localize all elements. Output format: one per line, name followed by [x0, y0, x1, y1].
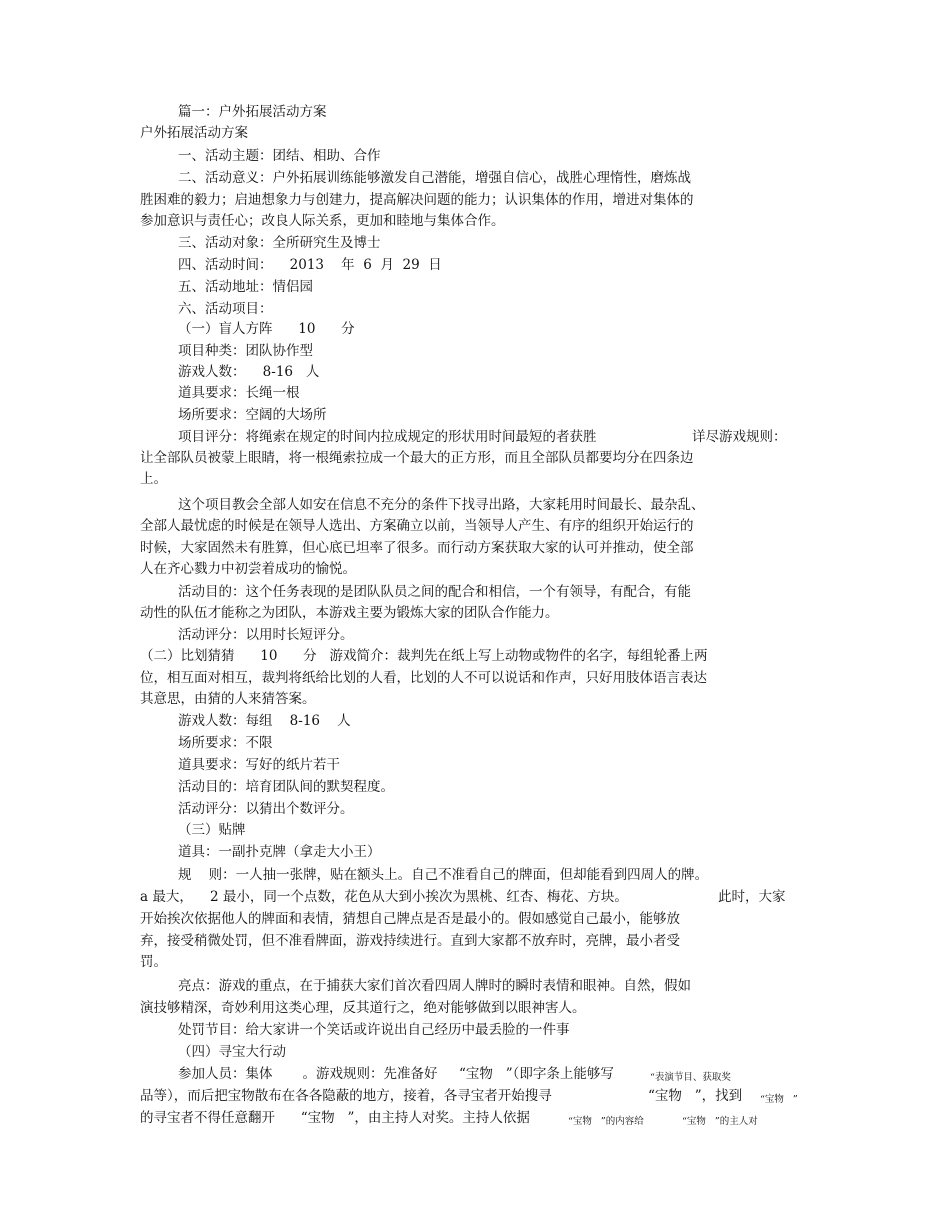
doc-line: 活动评分：以猜出个数评分。	[178, 801, 354, 817]
doc-line: 位，相互面对相互，裁判将纸给比划的人看，比划的人不可以说话和作声，只好用肢体语言表达	[140, 670, 707, 686]
doc-line: 场所要求：不限	[178, 735, 273, 751]
doc-line: 二、活动意义：户外拓展训练能够激发自己潜能，增强自信心，战胜心理惰性，磨炼战	[178, 170, 691, 186]
doc-small-note: “宝物 ”的内容给	[568, 1116, 644, 1127]
doc-title: 户外拓展活动方案	[140, 125, 248, 141]
doc-line: 六、活动项目：	[178, 301, 273, 317]
doc-line: 人在齐心戮力中初尝着成功的愉悦。	[140, 561, 356, 577]
doc-line: 详尽游戏规则：	[692, 429, 787, 445]
doc-line: 胜困难的毅力；启迪想象力与创建力，提高解决问题的能力；认识集体的作用，增进对集体的	[140, 192, 694, 208]
doc-small-note: “宝物 ”的主人对	[682, 1116, 758, 1127]
doc-subheading: （一）盲人方阵 10 分	[178, 321, 355, 337]
doc-line: 项目评分：将绳索在规定的时间内拉成规定的形状用时间最短的者获胜	[178, 429, 597, 445]
doc-heading: 篇一：户外拓展活动方案	[178, 104, 327, 120]
doc-line: 品等），而后把宝物散布在各各隐蔽的地方，接着，各寻宝者开始搜寻	[140, 1088, 552, 1104]
doc-line: 道具要求：长绳一根	[178, 385, 300, 401]
doc-line: 三、活动对象：全所研究生及博士	[178, 235, 381, 251]
doc-line: 全部人最忧虑的时候是在领导人选出、方案确立以前，当领导人产生、有序的组织开始运行的	[140, 518, 694, 534]
doc-line: 上。	[140, 471, 167, 487]
doc-line: 五、活动地址：情侣园	[178, 279, 313, 295]
doc-line: a 最大， 2 最小，同一个点数，花色从大到小挨次为黑桃、红杏、梅花、方块。	[140, 889, 628, 905]
doc-line: 演技够精深，奇妙利用这类心理，反其道行之，绝对能够做到以眼神害人。	[140, 1000, 586, 1016]
doc-subheading: （二）比划猜猜 10 分 游戏简介：裁判先在纸上写上动物或物件的名字，每组轮番上两	[140, 648, 708, 664]
doc-line: 亮点：游戏的重点，在于捕获大家们首次看四周人牌时的瞬时表情和眼神。自然，假如	[178, 978, 691, 994]
doc-line: 道具要求：写好的纸片若干	[178, 757, 340, 773]
doc-line: 游戏人数： 8-16 人	[178, 364, 320, 380]
doc-line: 开始挨次依据他人的牌面和表情，猜想自己牌点是否是最小的。假如感觉自己最小，能够放	[140, 911, 680, 927]
doc-line: 让全部队员被蒙上眼睛，将一根绳索拉成一个最大的正方形，而且全部队员都要均分在四条边	[140, 450, 694, 466]
doc-line: 其意思，由猜的人来猜答案。	[140, 691, 316, 707]
doc-line: “宝物 ”，找到	[648, 1088, 743, 1104]
doc-line: 罚。	[140, 954, 167, 970]
doc-line: 一、活动主题：团结、相助、合作	[178, 148, 381, 164]
doc-line: 项目种类：团队协作型	[178, 343, 313, 359]
doc-line: 的寻宝者不得任意翻开 “宝物 ”，由主持人对奖。主持人依据	[140, 1110, 530, 1126]
doc-subheading: （四）寻宝大行动	[178, 1044, 286, 1060]
doc-line: 动性的队伍才能称之为团队，本游戏主要为锻炼大家的团队合作能力。	[140, 605, 559, 621]
doc-line: 此时，大家	[718, 889, 786, 905]
doc-line: 参加意识与责任心；改良人际关系，更加和睦地与集体合作。	[140, 213, 505, 229]
doc-line: 参加人员：集体 。游戏规则：先准备好 “宝物 ”（即字条上能够写	[178, 1066, 614, 1082]
doc-line: 活动目的：培育团队间的默契程度。	[178, 779, 394, 795]
doc-line: 活动评分：以用时长短评分。	[178, 627, 354, 643]
doc-small-note: “表演节目、获取奖	[650, 1072, 731, 1083]
doc-line: 场所要求：空阔的大场所	[178, 407, 327, 423]
doc-subheading: （三）贴牌	[178, 822, 246, 838]
doc-line: 活动目的：这个任务表现的是团队队员之间的配合和相信，一个有领导，有配合，有能	[178, 584, 691, 600]
doc-line: 规 则：一人抽一张牌，贴在额头上。自己不准看自己的牌面，但却能看到四周人的牌。	[178, 867, 709, 883]
doc-line: 游戏人数：每组 8-16 人	[178, 713, 351, 729]
doc-line: 四、活动时间： 2013 年 6 月 29 日	[178, 257, 442, 273]
doc-line: 这个项目教会全部人如安在信息不充分的条件下找寻出路，大家耗用时间最长、最杂乱、	[178, 497, 705, 513]
doc-small-note: “宝物 ”	[760, 1094, 798, 1105]
doc-line: 处罚节目：给大家讲一个笑话或许说出自己经历中最丢脸的一件事	[178, 1022, 570, 1038]
doc-line: 道具：一副扑克牌（拿走大小王）	[178, 844, 381, 860]
doc-line: 时候，大家固然未有胜算，但心底已坦率了很多。而行动方案获取大家的认可并推动，使全部	[140, 540, 694, 556]
doc-line: 弃，接受稍微处罚，但不准看牌面，游戏持续进行。直到大家都不放弃时，亮牌，最小者受	[140, 933, 680, 949]
